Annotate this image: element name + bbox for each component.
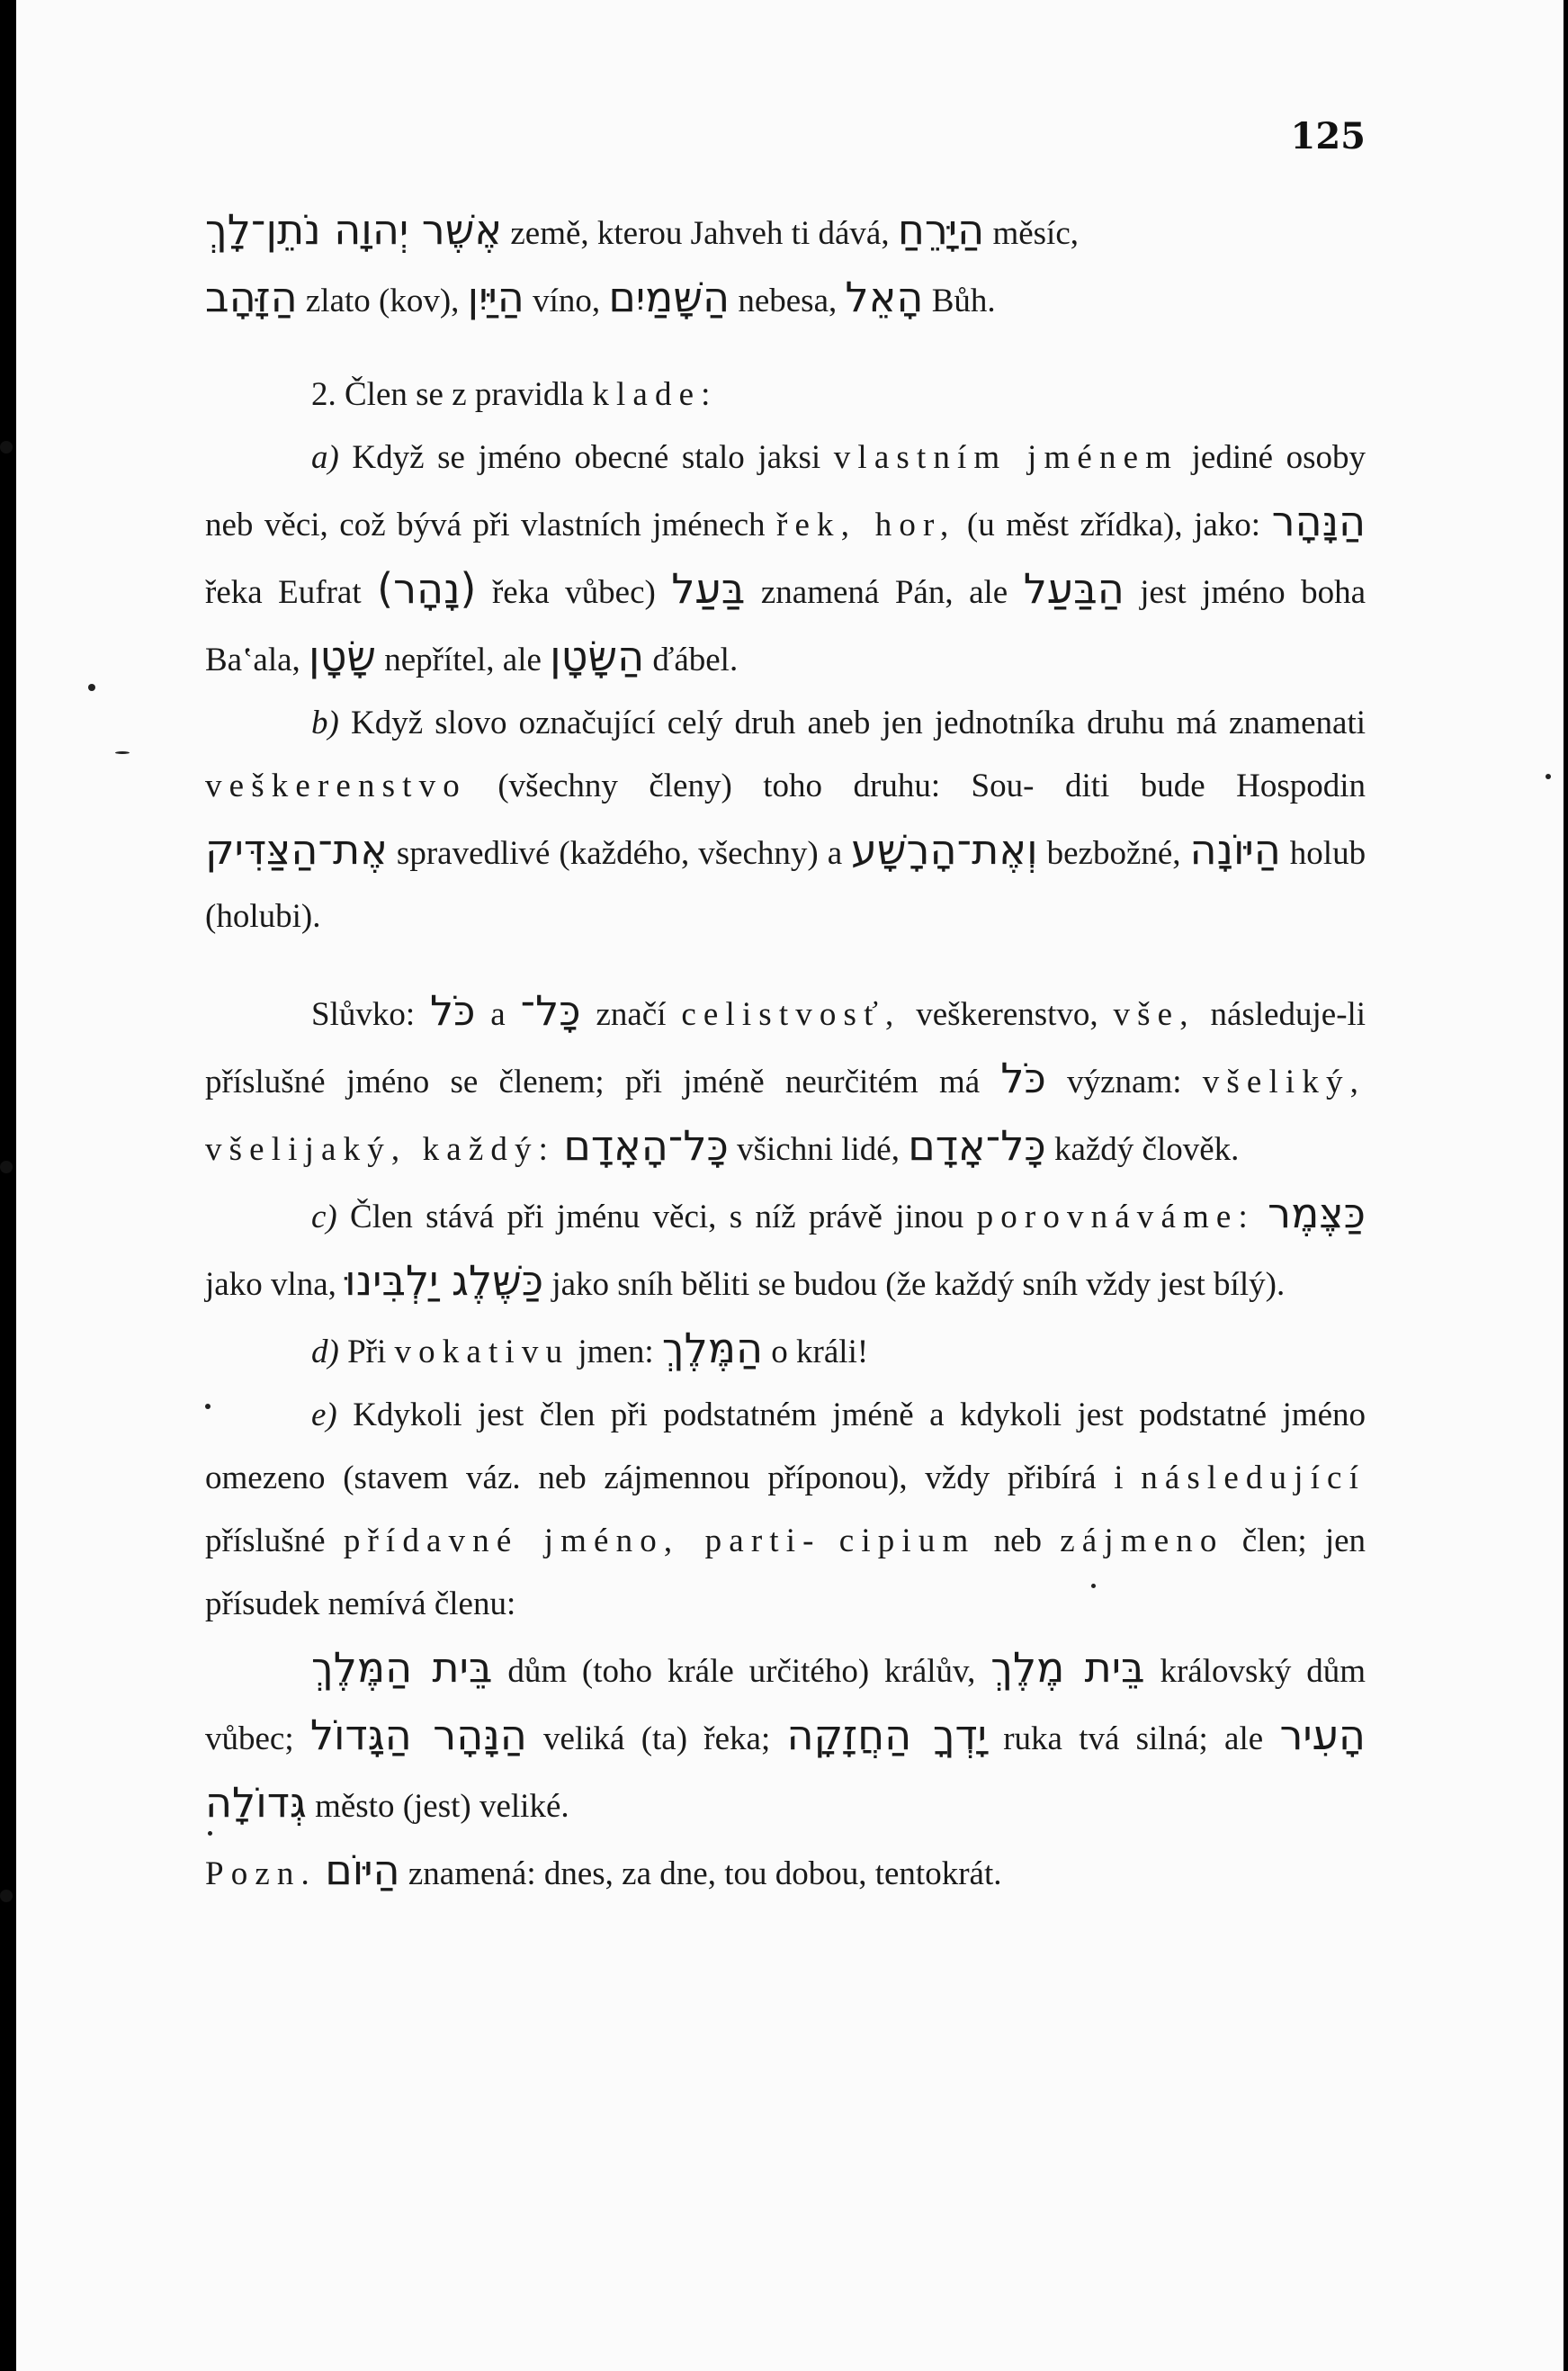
ink-speck — [205, 1404, 211, 1409]
hebrew-text: בֵּית הַמֶּלֶךְ — [311, 1643, 493, 1692]
paragraph-kol: Slůvko: כֹּל a כָּל־ značí celistvosť, veškerenstvo, vše, následuje-li příslušné jméno se členem; při jméně neurčitém má כֹּל význam: všeliký, všelijaký, každý: כָּל־הָאָדָם všichni lidé, כָּל־אָדָם každý člověk. — [205, 986, 1366, 1170]
hebrew-text: שָׂטָן — [309, 632, 376, 680]
hebrew-text: הַיּוֹם — [325, 1846, 400, 1894]
binding-mark — [0, 1161, 13, 1173]
paragraph-c: c) Člen stává při jménu věci, s níž právě jinou porovnáváme: כַּצֶּמֶר jako vlna, כַּשֶּׁלֶג יַלְבִּינוּ jako sníh běliti se budou (že každý sníh vždy jest bílý). — [205, 1189, 1366, 1305]
hebrew-text: הַשָּׁמַיִם — [608, 273, 730, 321]
paragraph-b: b) Když slovo označující celý druh aneb jen jednotníka druhu má znamenati veškerenstvo (všechny členy) toho druhu: Sou- diti bude Hospodin אֶת־הַצַּדִּיק spravedlivé (každého, všechny) a וְאֶת־הָרָשָׁע bezbožné, הַיּוֹנָה holub (holubi). — [205, 705, 1366, 935]
hebrew-text: הַנָּהָר — [1271, 497, 1366, 545]
binding-mark — [0, 441, 13, 454]
ink-speck — [115, 751, 130, 754]
hebrew-text: הָעִיר גְּדוֹלָה — [205, 1711, 1366, 1827]
hebrew-text: אֶת־הַצַּדִּיק — [205, 825, 388, 874]
section-2-heading: 2. Člen se z pravidla klade: — [311, 376, 718, 413]
binding-mark — [0, 1890, 13, 1902]
hebrew-text: הַשָּׂטָן — [550, 632, 645, 680]
hebrew-text: כָּל־אָדָם — [908, 1121, 1046, 1170]
ink-speck — [88, 684, 95, 691]
paragraph-e-examples: בֵּית הַמֶּלֶךְ dům (toho krále určitého) králův, בֵּית מֶלֶךְ královský dům vůbec; הַנָּהָר הַגָּדוֹל veliká (ta) řeka; יָדְךָ הַחֲזָקָה ruka tvá silná; ale הָעִיר גְּדוֹלָה město (jest) veliké. — [205, 1643, 1366, 1827]
paragraph-e: e) Kdykoli jest člen při podstatném jméně a kdykoli jest podstatné jméno omezeno (stavem váz. neb zájmennou příponou), vždy přibírá i následující příslušné přídavné jméno, parti- cipium neb zájmeno člen; jen přísudek nemívá členu: — [205, 1397, 1366, 1622]
hebrew-text: הַיַּיִן — [467, 273, 524, 321]
book-page — [16, 0, 1564, 2371]
ink-speck — [208, 1831, 212, 1836]
text-line: הַזָּהָב zlato (kov), הַיַּיִן víno, הַשָּׁמַיִם nebesa, הָאֵל Bůh. — [205, 273, 996, 321]
hebrew-text: אֶשֶׁר יְהוָה נֹתֵן־לָךְ — [205, 205, 503, 254]
text-line: אֶשֶׁר יְהוָה נֹתֵן־לָךְ země, kterou Jahveh ti dává, הַיָּרֵחַ měsíc, — [205, 205, 1079, 254]
hebrew-text: הַיָּרֵחַ — [897, 205, 985, 254]
hebrew-text: וְאֶת־הָרָשָׁע — [851, 825, 1038, 874]
note-pozn: Pozn. הַיּוֹם znamená: dnes, za dne, tou dobou, tentokrát. — [205, 1846, 1002, 1894]
ink-speck — [1091, 1584, 1096, 1588]
hebrew-text: בַּעַל — [671, 564, 746, 613]
hebrew-text: הַיּוֹנָה — [1189, 825, 1281, 874]
hebrew-text: הַזָּהָב — [205, 273, 298, 321]
hebrew-text: כֹּל — [1000, 1054, 1046, 1102]
hebrew-text: כַּשֶּׁלֶג יַלְבִּינוּ — [345, 1256, 544, 1305]
hebrew-text: הַנָּהָר הַגָּדוֹל — [309, 1711, 527, 1759]
hebrew-text: כָּל־הָאָדָם — [563, 1121, 729, 1170]
hebrew-text: כֹּל — [429, 986, 476, 1035]
hebrew-text: כַּצֶּמֶר — [1268, 1189, 1366, 1237]
hebrew-text: בֵּית מֶלֶךְ — [990, 1643, 1145, 1692]
page-text — [205, 198, 1366, 1906]
paragraph-d: d) Při vokativu jmen: הַמֶּלֶךְ o králi! — [311, 1324, 869, 1372]
hebrew-text: יָדְךָ הַחֲזָקָה — [786, 1711, 987, 1759]
hebrew-text: הַמֶּלֶךְ — [661, 1324, 764, 1372]
ink-speck — [1546, 774, 1551, 779]
paragraph-a: a) Když se jméno obecné stalo jaksi vlastním jménem jediné osoby neb věci, což bývá při vlastních jménech řek, hor, (u měst zřídka), jako: הַנָּהָר řeka Eufrat (נָהָר) řeka vůbec) בַּעַל znamená Pán, ale הַבַּעַל jest jméno boha Ba‛ala, שָׂטָן nepřítel, ale הַשָּׂטָן ďábel. — [205, 439, 1366, 680]
hebrew-text: כָּל־ — [520, 986, 581, 1035]
hebrew-text: הָאֵל — [845, 273, 924, 321]
hebrew-text: הַבַּעַל — [1023, 564, 1124, 613]
hebrew-text: (נָהָר) — [377, 564, 477, 613]
page-number: 125 — [1290, 115, 1366, 157]
